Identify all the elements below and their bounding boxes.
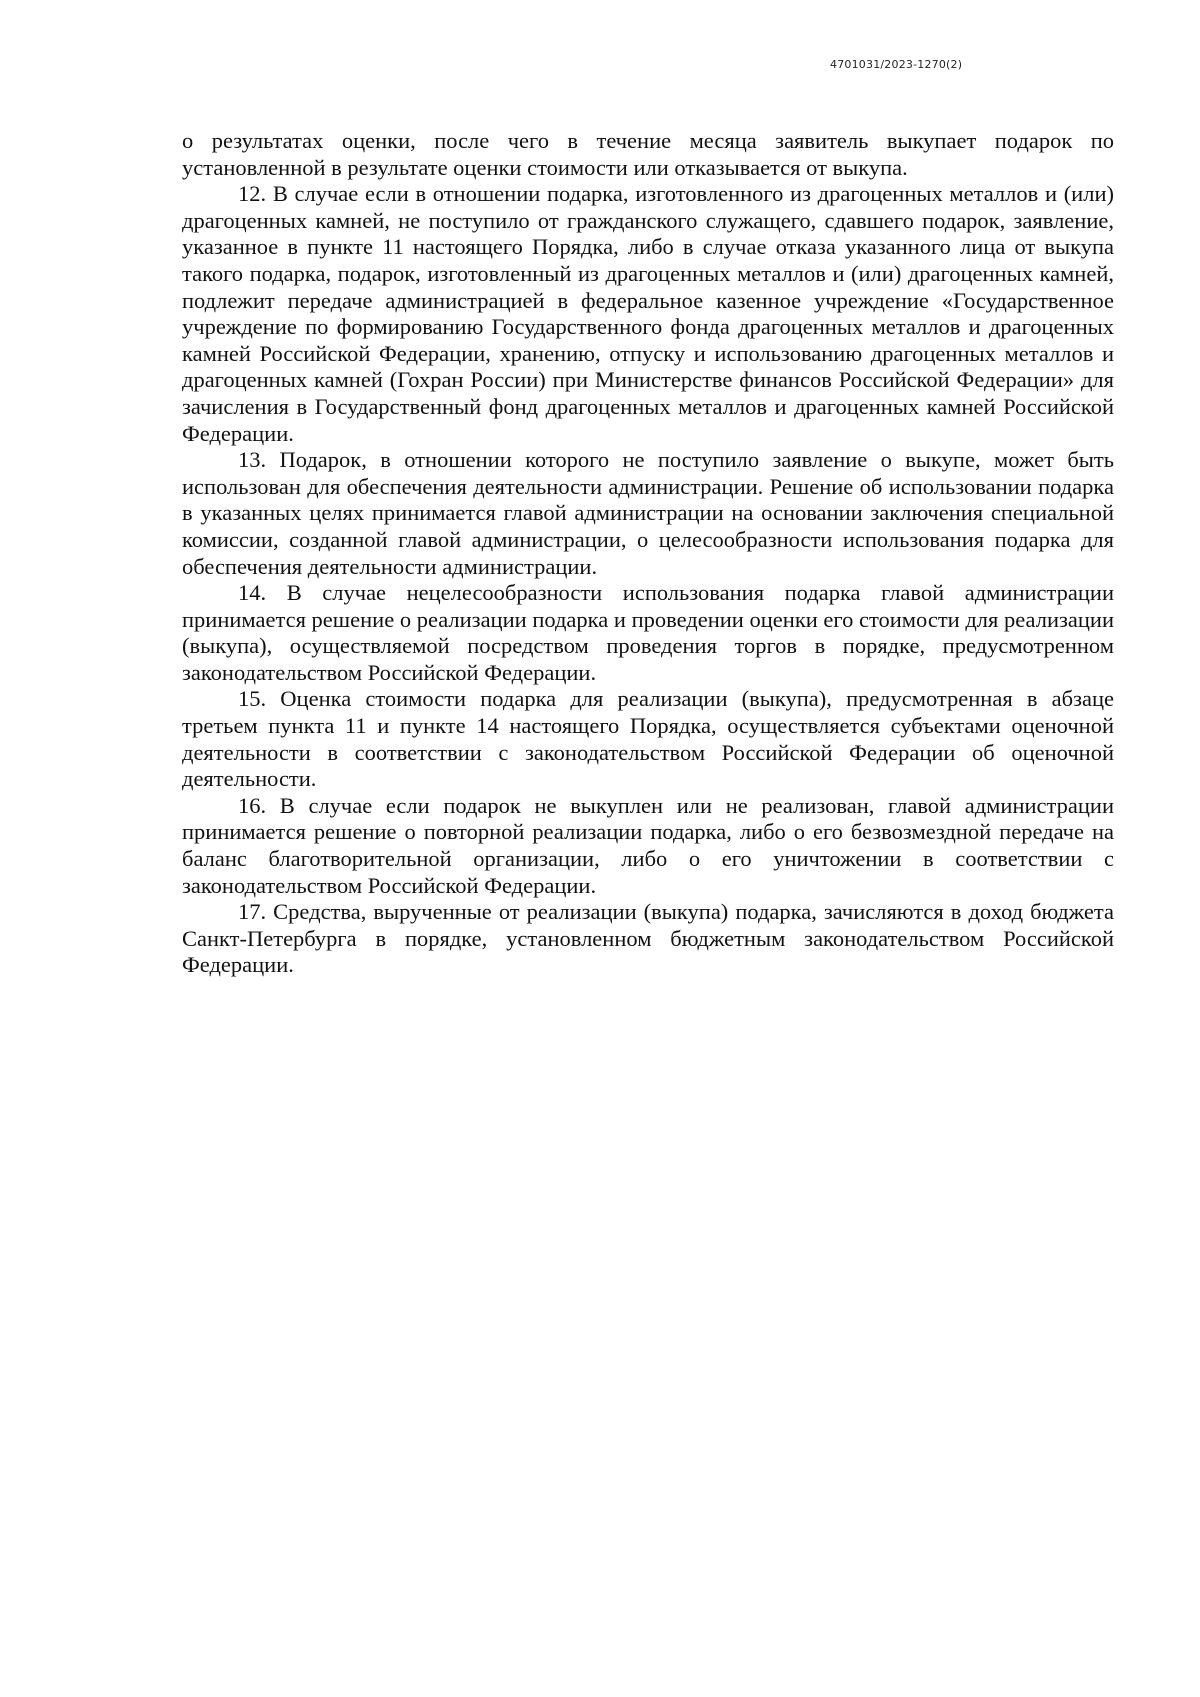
- paragraph-15: 15. Оценка стоимости подарка для реализации (выкупа), предусмотренная в абзаце третьем пункта 11 и пункте 14 настоящего Порядка, осуществляется субъектами оценочной деятельности в соответствии с законодательством Российской Федерации об оценочной деятельности.: [182, 686, 1114, 792]
- paragraph-13: 13. Подарок, в отношении которого не поступило заявление о выкупе, может быть использован для обеспечения деятельности администрации. Решение об использовании подарка в указанных целях принимается главой администрации на основании заключения специальной комиссии, созданной главой администрации, о целесообразности использования подарка для обеспечения деятельности администрации.: [182, 447, 1114, 579]
- document-number: 4701031/2023-1270(2): [830, 58, 963, 71]
- paragraph-16: 16. В случае если подарок не выкуплен или не реализован, главой администрации принимается решение о повторной реализации подарка, либо о его безвозмездной передаче на баланс благотворительной организации, либо о его уничтожении в соответствии с законодательством Российской Федерации.: [182, 792, 1114, 898]
- paragraph-continuation: о результатах оценки, после чего в течение месяца заявитель выкупает подарок по установленной в результате оценки стоимости или отказывается от выкупа.: [182, 128, 1114, 180]
- document-body: [182, 128, 1114, 979]
- paragraph-12: 12. В случае если в отношении подарка, изготовленного из драгоценных металлов и (или) драгоценных камней, не поступило от гражданского служащего, сдавшего подарок, заявление, указанное в пункте 11 настоящего Порядка, либо в случае отказа указанного лица от выкупа такого подарка, подарок, изготовленный из драгоценных металлов и (или) драгоценных камней, подлежит передаче администрацией в федеральное казенное учреждение «Государственное учреждение по формированию Государственного фонда драгоценных металлов и драгоценных камней Российской Федерации, хранению, отпуску и использованию драгоценных металлов и драгоценных камней (Гохран России) при Министерстве финансов Российской Федерации» для зачисления в Государственный фонд драгоценных металлов и драгоценных камней Российской Федерации.: [182, 181, 1114, 446]
- paragraph-14: 14. В случае нецелесообразности использования подарка главой администрации принимается решение о реализации подарка и проведении оценки его стоимости для реализации (выкупа), осуществляемой посредством проведения торгов в порядке, предусмотренном законодательством Российской Федерации.: [182, 580, 1114, 685]
- paragraph-17: 17. Средства, вырученные от реализации (выкупа) подарка, зачисляются в доход бюджета Санкт-Петербурга в порядке, установленном бюджетным законодательством Российской Федерации.: [182, 899, 1114, 978]
